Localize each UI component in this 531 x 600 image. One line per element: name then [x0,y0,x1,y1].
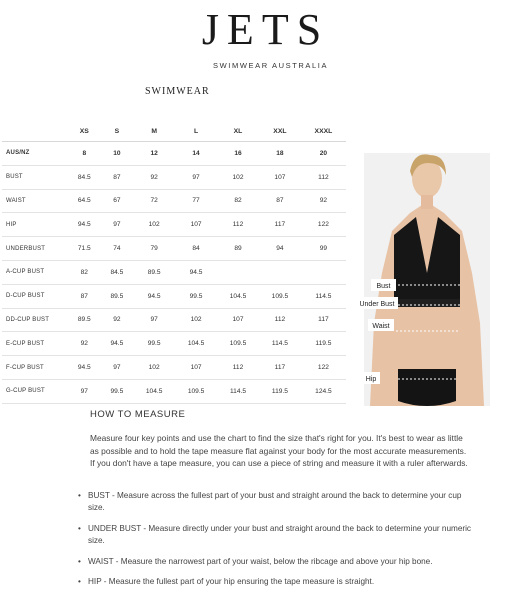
brand-name: JETS [201,5,330,54]
table-cell: 122 [317,221,329,229]
table-cell: 117 [274,364,286,372]
table-row [2,142,346,166]
table-cell: 102 [190,316,202,324]
table-cell: 89 [234,245,242,253]
bust-label: Bust [376,283,391,290]
how-to-measure-title: HOW TO MEASURE [90,409,186,420]
table-cell: 8 [68,142,101,166]
table-cell: 82 [234,197,242,205]
row-label: E-CUP BUST [6,340,45,347]
waist-label: Waist [372,323,390,330]
size-header-row [2,121,346,142]
hip-instruction: HIP - Measure the fullest part of your hip ensuring the tape measure is straight. [88,577,375,587]
table-cell: 84.5 [77,173,91,181]
bullet-icon: • [78,577,81,587]
table-cell: 94.5 [77,221,91,229]
list-item-hip [76,576,476,588]
table-cell: 92 [80,340,88,348]
table-cell: 122 [317,364,329,372]
table-row [2,308,346,332]
table-cell: 107 [190,364,202,372]
bullet-icon: • [78,556,81,566]
table-cell [259,260,301,284]
table-row [2,284,346,308]
table-cell: 64.5 [77,197,91,205]
table-cell: 109.5 [229,340,247,348]
table-row [2,356,346,380]
table-cell: 94.5 [77,364,91,372]
brand-logo [0,6,531,54]
table-cell: 82 [80,268,88,276]
table-cell: 10 [101,142,134,166]
table-cell: 112 [274,316,286,324]
table-cell: 14 [175,142,217,166]
table-cell: 107 [190,221,202,229]
table-cell: 117 [274,221,286,229]
table-cell: 94.5 [189,268,203,276]
table-cell: 97 [113,364,121,372]
size-header: L [193,127,199,135]
row-label: BUST [6,174,23,181]
table-cell: 114.5 [315,292,332,300]
table-cell: 16 [217,142,259,166]
table-cell: 89.5 [77,316,91,324]
row-label: D-CUP BUST [6,293,45,300]
table-cell: 89.5 [110,292,124,300]
table-cell: 102 [148,221,160,229]
size-header: XXXL [314,127,333,135]
table-row [2,165,346,189]
table-cell: 94.5 [110,340,124,348]
table-cell: 99.5 [147,340,161,348]
size-header: M [151,127,157,135]
underbust-instruction: UNDER BUST - Measure directly under your bust and straight around the back to determine your numeric size. [88,523,472,546]
table-cell [217,260,259,284]
table-cell: 109.5 [271,292,289,300]
measure-instructions [76,490,476,596]
list-item-waist [76,556,476,568]
table-cell: 94 [276,245,284,253]
table-cell: 104.5 [145,387,163,395]
table-cell: 112 [318,173,329,181]
bullet-icon: • [78,491,81,500]
list-item-bust [76,490,476,515]
table-row [2,237,346,261]
model-figure [359,153,490,406]
table-cell: 119.5 [315,340,332,348]
table-cell: 99 [319,245,328,253]
table-cell: 97 [192,173,200,181]
table-cell: 112 [232,221,244,229]
table-cell: 124.5 [315,387,332,395]
size-chart-table [2,121,346,404]
section-title: SWIMWEAR [145,86,210,97]
table-cell: 97 [113,221,121,229]
size-chart-body [2,142,346,404]
table-cell: 84 [192,245,200,253]
row-label: HIP [6,221,17,228]
table-row [2,213,346,237]
table-cell: 20 [301,142,346,166]
table-cell: 112 [232,364,244,372]
row-label: DD-CUP BUST [6,316,50,323]
table-cell: 94.5 [147,292,161,300]
row-label: F-CUP BUST [6,364,44,371]
table-cell: 92 [113,316,121,324]
size-header: XL [233,127,243,135]
table-cell: 89.5 [147,268,161,276]
size-header: S [114,127,120,135]
row-label: AUS/NZ [2,142,68,166]
row-label: WAIST [6,197,26,204]
table-cell: 12 [133,142,175,166]
table-cell: 97 [80,387,88,395]
table-cell [301,260,346,284]
table-cell: 92 [150,173,158,181]
table-cell: 79 [150,245,158,253]
table-cell: 74 [113,245,121,253]
size-header: XXL [273,127,287,135]
table-cell: 102 [232,173,244,181]
table-cell: 18 [259,142,301,166]
row-label: G-CUP BUST [6,388,45,395]
hip-label: Hip [365,376,377,383]
table-row [2,260,346,284]
table-cell: 117 [318,316,329,324]
table-cell: 87 [113,173,121,181]
table-cell: 84.5 [110,268,124,276]
model-photo [359,153,490,406]
table-cell: 99.5 [189,292,203,300]
table-cell: 67 [113,197,121,205]
table-row [2,332,346,356]
table-row [2,379,346,403]
bust-instruction: BUST - Measure across the fullest part of your bust and straight around the back to determine your cup size. [88,491,462,513]
bullet-icon: • [78,523,81,533]
table-cell: 102 [148,364,160,372]
table-cell: 104.5 [187,340,205,348]
underbust-label: Under Bust [359,301,395,308]
how-to-intro: Measure four key points and use the chart to find the size that's right for you. It's best to wear as little as possible and to hold the tape measure flat against your body for the most accurate measurements. If you don't have a tape measure, you can use a piece of string and measure it with a ruler afterwards. [90,433,468,469]
table-cell: 87 [80,292,88,300]
row-label: UNDERBUST [6,245,46,252]
table-cell: 109.5 [187,387,205,395]
brand-tagline: SWIMWEAR AUSTRALIA [213,61,329,70]
table-cell: 99.5 [110,387,124,395]
table-row [2,189,346,213]
table-cell: 119.5 [271,387,288,395]
list-item-underbust [76,523,476,548]
table-cell: 107 [232,316,244,324]
table-cell: 92 [319,197,328,205]
table-cell: 87 [276,197,284,205]
waist-instruction: WAIST - Measure the narrowest part of your waist, below the ribcage and above your hip bone. [88,556,433,566]
table-cell: 97 [150,316,158,324]
row-label: A-CUP BUST [6,269,45,276]
size-header: XS [79,127,89,135]
table-cell: 72 [150,197,158,205]
table-cell: 77 [192,197,200,205]
table-cell: 104.5 [229,292,247,300]
table-cell: 114.5 [229,387,246,395]
table-cell: 114.5 [271,340,288,348]
table-cell: 107 [274,173,286,181]
table-cell: 71.5 [77,245,91,253]
